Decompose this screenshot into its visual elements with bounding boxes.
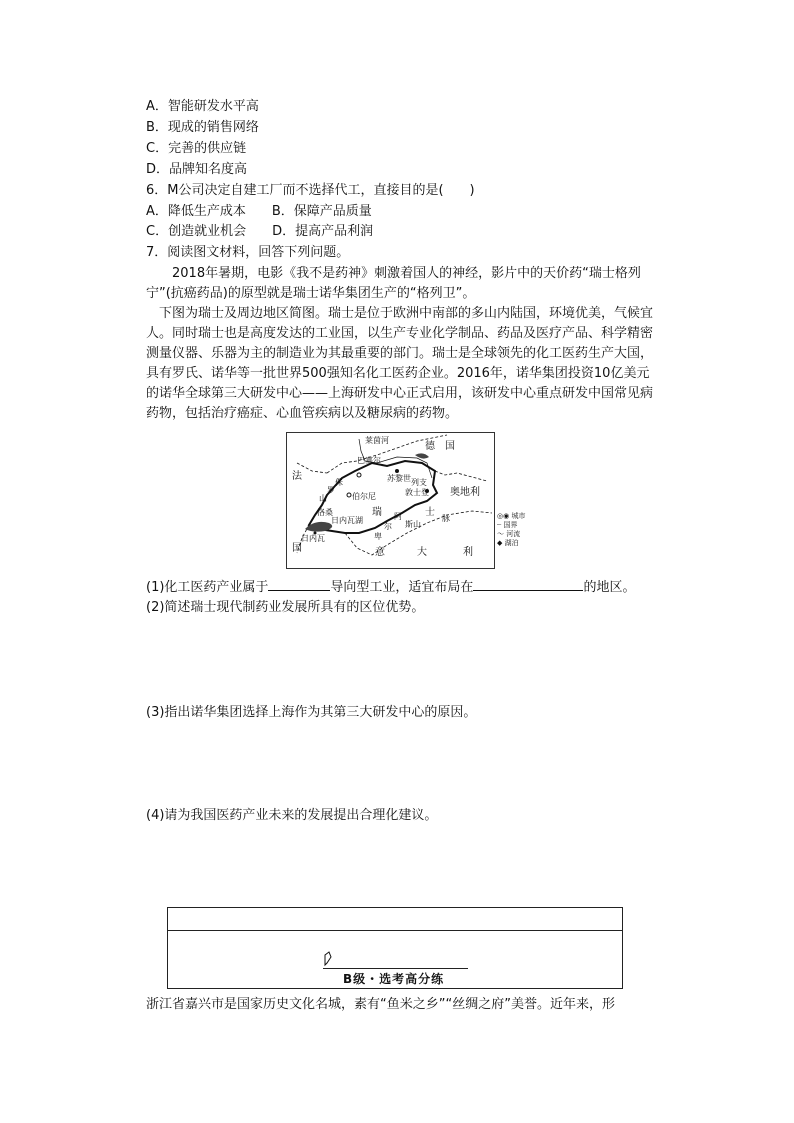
option-d: D．品牌知名度高 — [146, 162, 248, 177]
label-rhine: 莱茵河 — [365, 436, 389, 445]
option-b: B．现成的销售网络 — [146, 120, 259, 135]
label-austria: 奥地利 — [450, 487, 480, 498]
zurich-marker — [395, 469, 399, 473]
legend-river-icon: 〜 — [497, 530, 507, 538]
basel-marker — [357, 473, 361, 477]
label-italy-2: 大 — [417, 547, 427, 558]
option-c: C．完善的供应链 — [146, 141, 247, 156]
map-legend — [497, 512, 525, 548]
legend-city-icon: ◎◉ — [497, 512, 512, 520]
question-7-1: (1)化工医药产业属于 导向型工业，适宜布局在 的地区。 — [146, 580, 636, 595]
legend-border: ┈ 国界 — [497, 521, 518, 529]
label-alps-5: 脉 — [442, 514, 450, 523]
question-7-3: (3)指出诺华集团选择上海作为其第三大研发中心的原因。 — [146, 705, 477, 720]
option-a: A．智能研发水平高 — [146, 99, 259, 114]
question-7-stem: 7．阅读图文材料，回答下列问题。 — [146, 245, 350, 260]
label-liechtenstein-1: 列支 — [411, 478, 427, 487]
switzerland-map — [286, 432, 495, 569]
question-6-stem: 6．M公司决定自建工厂而不选择代工，直接目的是( ) — [146, 183, 475, 198]
label-france-bottom: 国 — [292, 543, 302, 554]
label-italy-3: 利 — [463, 547, 473, 558]
label-alps-1: 阿 — [394, 512, 402, 521]
passage-paragraph-1: 2018年暑期，电影《我不是药神》刺激着国人的神经，影片中的天价药“瑞士格列宁”(抗癌药品)的原型就是瑞士诺华集团生产的“格列卫”。 — [146, 266, 641, 301]
label-liechtenstein-2: 敦士登 — [405, 488, 429, 497]
section-divider — [168, 930, 622, 931]
bern-marker — [347, 493, 351, 497]
label-lake-geneva: 日内瓦湖 — [331, 516, 363, 525]
legend-river: 〜 河流 — [497, 530, 521, 538]
question-6-options-row1: A．降低生产成本 B．保障产品质量 — [146, 204, 372, 219]
section-title-rule — [323, 968, 468, 969]
label-jura-2: 罗 — [327, 486, 335, 495]
label-basel: 巴塞尔 — [357, 456, 381, 465]
label-alps-2: 尔 — [384, 522, 392, 531]
question-7-2: (2)简述瑞士现代制药业发展所具有的区位优势。 — [146, 600, 425, 615]
pencil-icon — [323, 951, 333, 965]
question-6-options-row2: C．创造就业机会 D．提高产品利润 — [146, 224, 374, 239]
legend-lake: ◆ 湖泊 — [497, 539, 519, 547]
label-alps-3: 卑 — [374, 532, 382, 541]
legend-border-icon: ┈ — [497, 521, 504, 529]
label-zurich: 苏黎世 — [387, 474, 411, 483]
legend-lake-icon: ◆ — [497, 539, 505, 547]
austrian-border — [435, 471, 487, 481]
question-7-4: (4)请为我国医药产业未来的发展提出合理化建议。 — [146, 808, 438, 823]
answer-blank-2[interactable] — [473, 578, 583, 591]
section-header-box — [167, 907, 623, 989]
label-jura-1: 侏 — [335, 478, 343, 487]
label-swiss-2: 士 — [425, 507, 435, 518]
label-france-top: 法 — [292, 471, 302, 482]
legend-city: ◎◉ 城市 — [497, 512, 526, 520]
label-italy-1: 意 — [375, 547, 385, 558]
label-alps-4: 斯山 — [405, 520, 421, 529]
passage-paragraph-2: 下图为瑞士及周边地区简图。瑞士是位于欧洲中南部的多山内陆国，环境优美，气候宜人。同时瑞士也是高度发达的工业国，以生产专业化学制品、药品及医疗产品、科学精密测量仪器、乐器为主的制造业为其最重要的部门。瑞士是全球领先的化工医药生产大国，具有罗氏、诺华等一批世界500强知名化工医药企业。2016年，诺华集团投资10亿美元的诺华全球第三大研发中心——上海研发中心正式启用，该研发中心重点研发中国常见病药物，包括治疗癌症、心血管疾病以及糖尿病的药物。 — [146, 306, 654, 421]
passage-next-question: 浙江省嘉兴市是国家历史文化名城，素有“鱼米之乡”“丝绸之府”美誉。近年来，形 — [146, 997, 615, 1012]
map-drawing — [287, 433, 494, 568]
label-lausanne-text: 洛桑 — [317, 508, 333, 517]
label-germany: 德 国 — [425, 441, 455, 452]
label-swiss-1: 瑞 — [372, 507, 382, 518]
label-bern: 伯尔尼 — [352, 492, 376, 501]
label-geneva: 日内瓦 — [301, 534, 325, 543]
section-title: B级・选考高分练 — [343, 972, 445, 986]
label-jura-3: 山 — [319, 494, 327, 503]
answer-blank-1[interactable] — [268, 578, 330, 591]
